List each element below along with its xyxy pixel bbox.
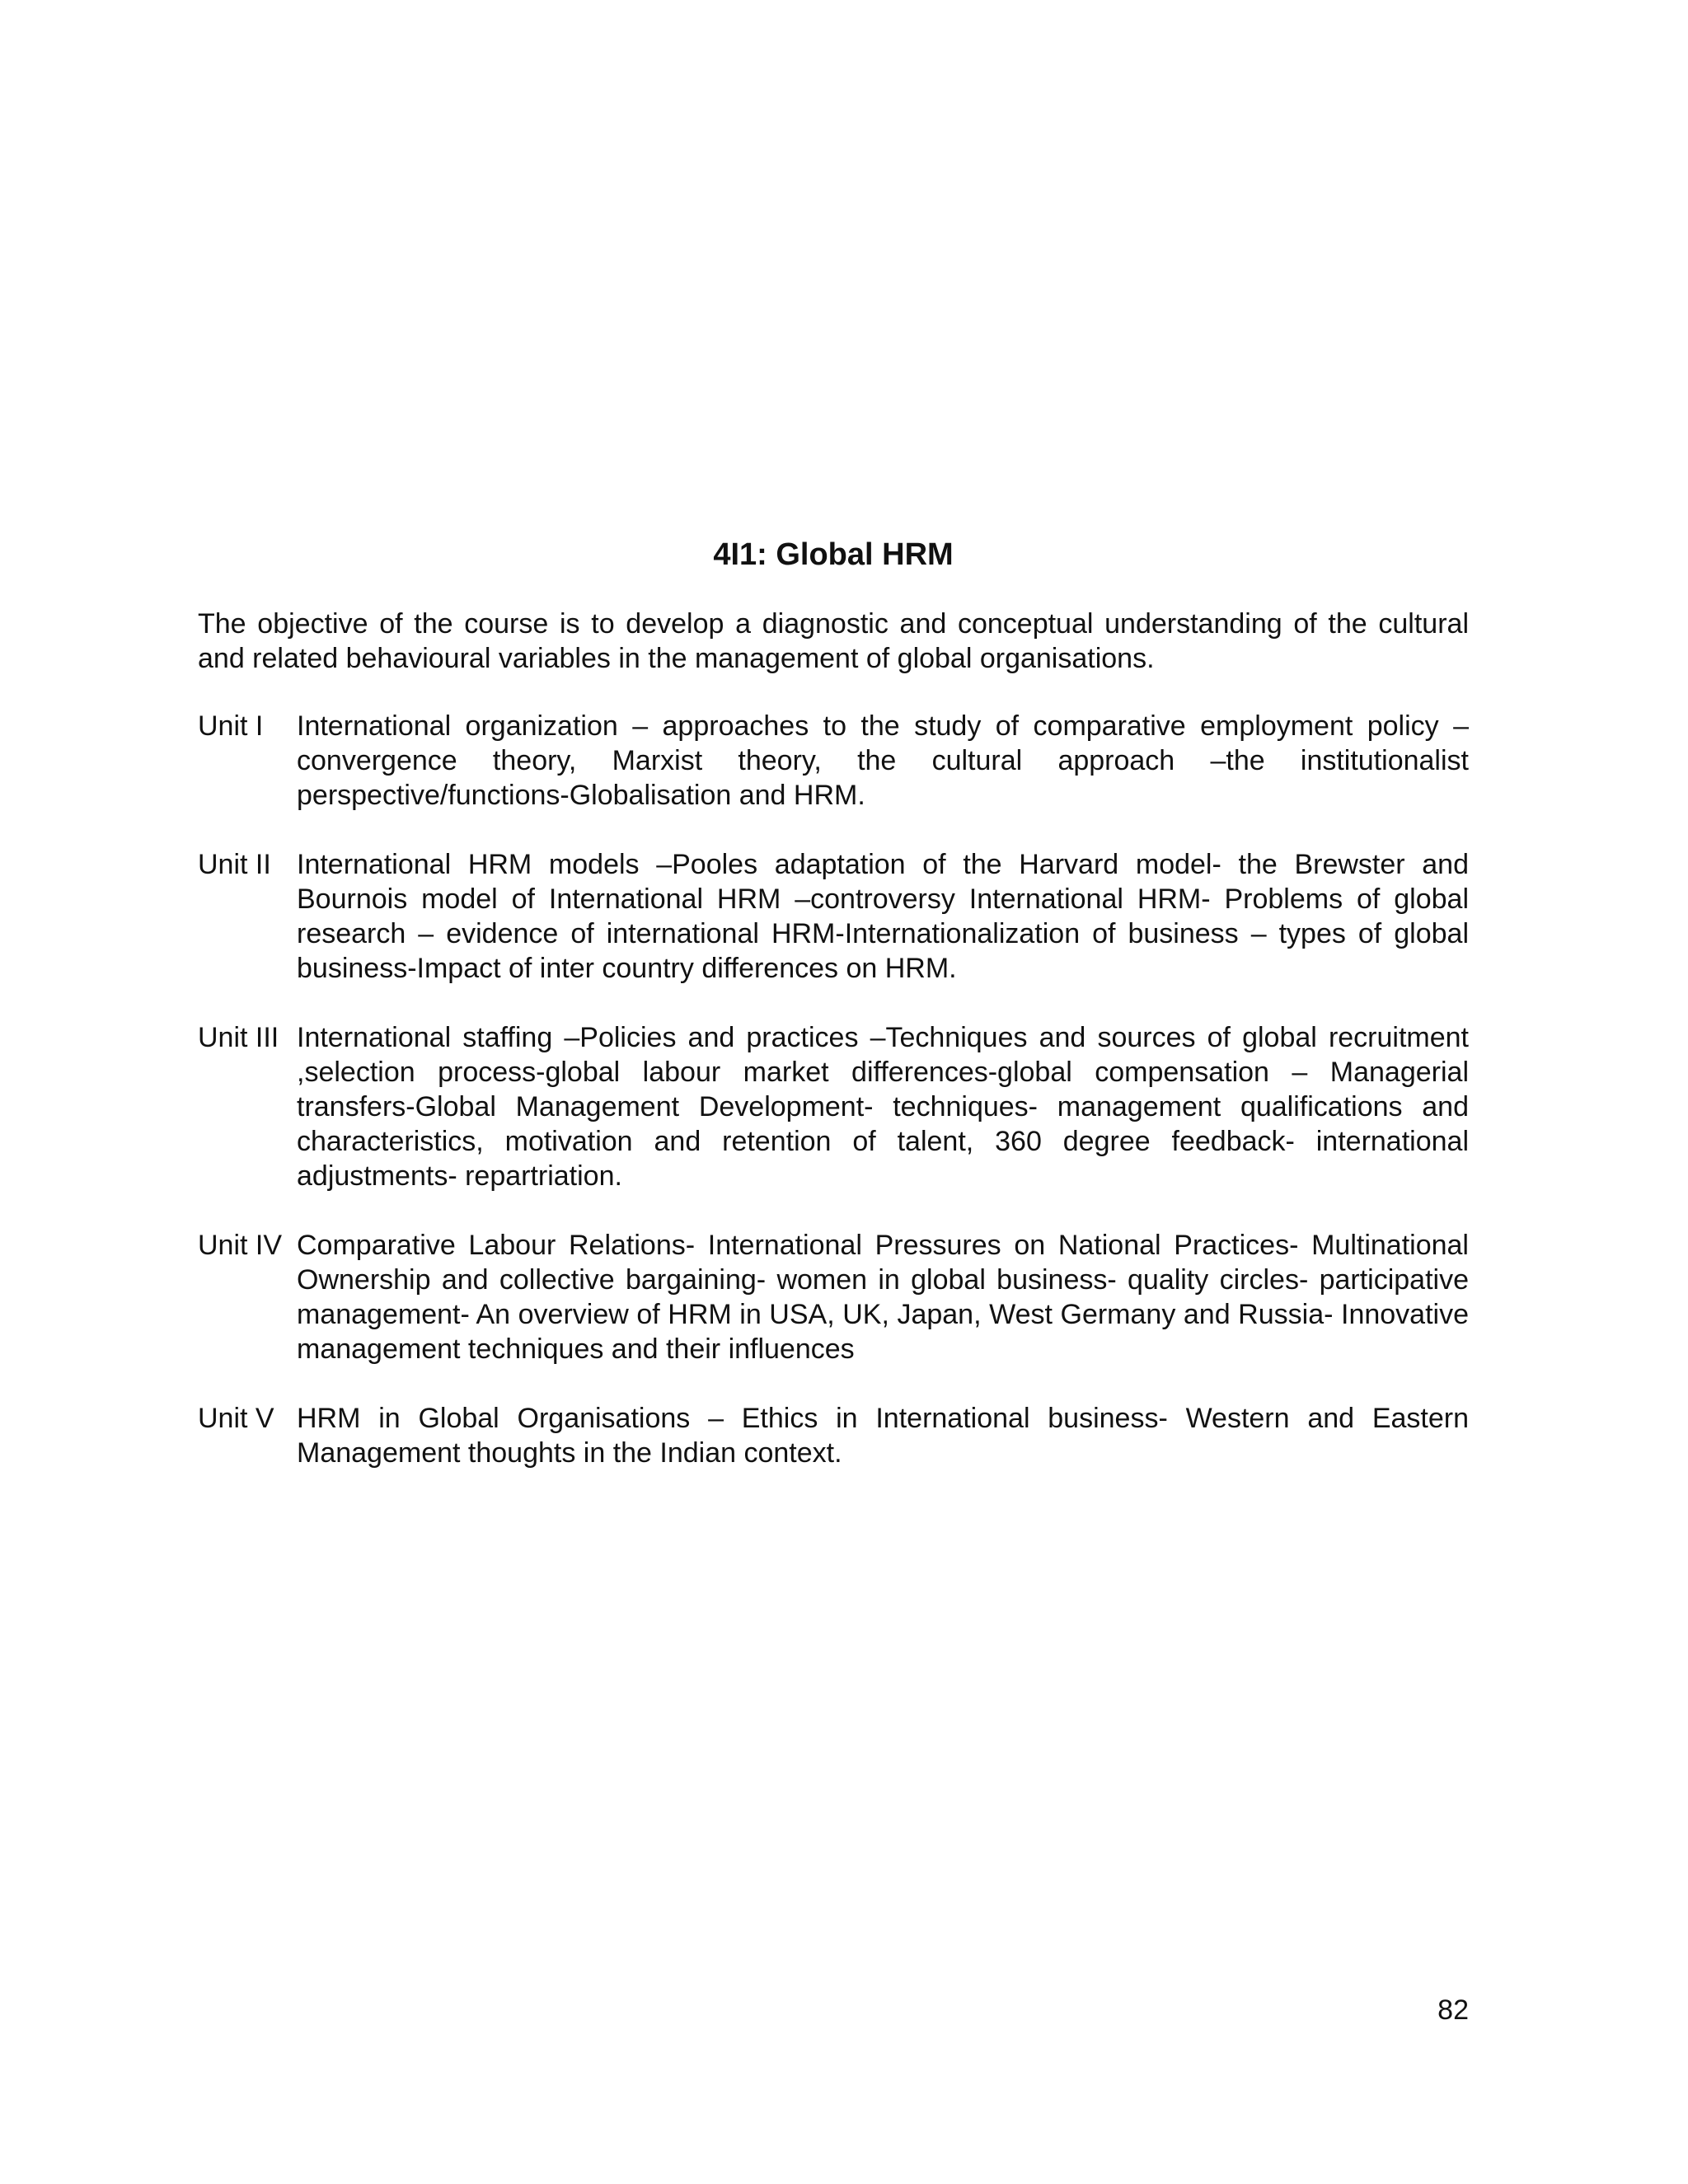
unit-label: Unit IV: [198, 1230, 283, 1261]
unit-label: Unit III: [198, 1022, 279, 1053]
unit-2: [198, 847, 1469, 986]
unit-description: Comparative Labour Relations- International Pressures on National Practices- Multinational Ownership and collective bargaining- women in global business- quality circles- participative management- An overview of HRM in USA, UK, Japan, West Germany and Russia- Innovative management techniques and their influences: [297, 1230, 1469, 1365]
unit-5: [198, 1401, 1469, 1470]
document-title: 4I1: Global HRM: [713, 537, 954, 572]
unit-1: [198, 709, 1469, 813]
unit-3: [198, 1020, 1469, 1193]
unit-description: International organization – approaches to the study of comparative employment policy – convergence theory, Marxist theory, the cultural approach –the institutionalist perspective/functions-Globalisation and HRM.: [297, 710, 1469, 811]
course-objective: The objective of the course is to develop a diagnostic and conceptual understanding of the cultural and related behavioural variables in the management of global organisations.: [198, 608, 1469, 674]
unit-description: International staffing –Policies and practices –Techniques and sources of global recruitment ,selection process-global labour market differences-global compensation – Managerial transfers-Global Management Development- techniques- management qualifications and characteristics, motivation and retention of talent, 360 degree feedback- international adjustments- repartriation.: [297, 1022, 1469, 1192]
unit-description: HRM in Global Organisations – Ethics in International business- Western and Eastern Management thoughts in the Indian context.: [297, 1403, 1469, 1469]
unit-label: Unit I: [198, 710, 264, 742]
unit-label: Unit V: [198, 1403, 274, 1434]
unit-description: International HRM models –Pooles adaptation of the Harvard model- the Brewster and Bournois model of International HRM –controversy International HRM- Problems of global research – evidence of international HRM-Internationalization of business – types of global business-Impact of inter country differences on HRM.: [297, 849, 1469, 984]
unit-4: [198, 1228, 1469, 1366]
unit-label: Unit II: [198, 849, 271, 880]
document-page: [198, 536, 1469, 1505]
page-number: 82: [1437, 1994, 1469, 2026]
